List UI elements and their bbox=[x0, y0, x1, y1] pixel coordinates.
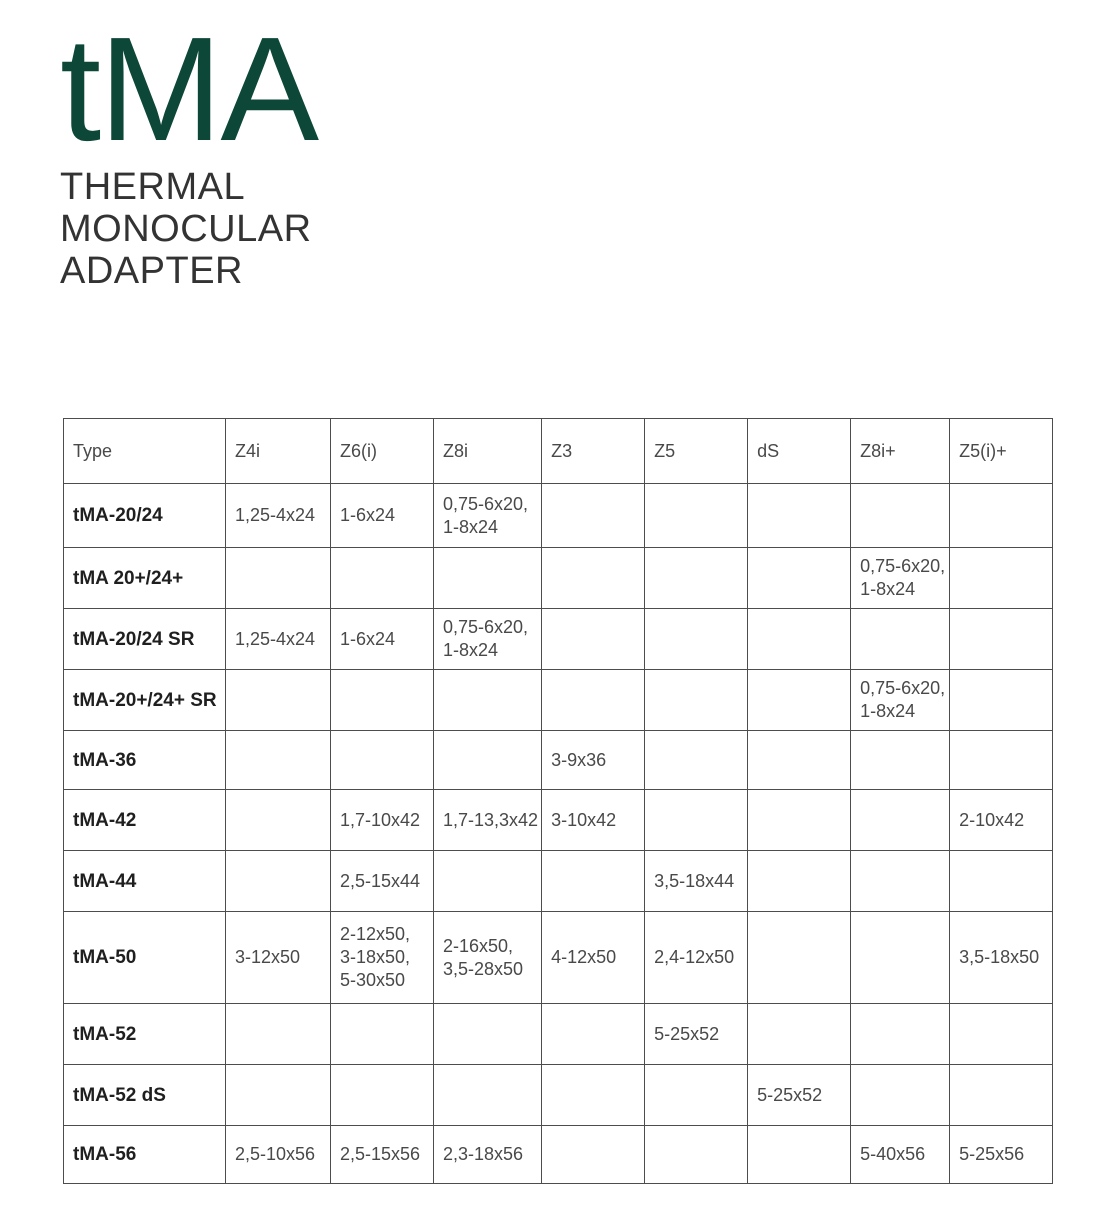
table-cell bbox=[645, 731, 748, 790]
column-header: dS bbox=[748, 419, 851, 484]
table-cell bbox=[748, 1065, 851, 1126]
table-row bbox=[64, 851, 1053, 912]
table-cell bbox=[434, 1065, 542, 1126]
table-cell bbox=[645, 548, 748, 609]
cell-value: 5-40x56 bbox=[860, 1144, 926, 1164]
logo-block bbox=[60, 7, 318, 292]
brand-logo: tMA bbox=[60, 7, 318, 172]
row-label: tMA-36 bbox=[64, 731, 226, 790]
table-cell bbox=[645, 670, 748, 731]
table-cell bbox=[331, 851, 434, 912]
cell-value: 2-10x42 bbox=[959, 809, 1025, 830]
cell-value: 1,25-4x24 bbox=[235, 505, 316, 525]
table-cell bbox=[226, 548, 331, 609]
table-cell bbox=[950, 731, 1053, 790]
table-cell bbox=[542, 851, 645, 912]
cell-value: 3-10x42 bbox=[551, 809, 617, 830]
column-header: Type bbox=[64, 419, 226, 484]
subtitle-line: THERMAL bbox=[60, 166, 246, 208]
cell-value: 5-25x52 bbox=[757, 1084, 823, 1105]
subtitle-line: MONOCULAR bbox=[60, 208, 312, 250]
table-cell bbox=[226, 484, 331, 548]
table-cell bbox=[434, 851, 542, 912]
cell-value: 3-18x50, bbox=[340, 947, 411, 967]
table-row bbox=[64, 1004, 1053, 1065]
table-cell bbox=[950, 484, 1053, 548]
table-cell bbox=[645, 851, 748, 912]
cell-value: 2-12x50, bbox=[340, 924, 411, 944]
cell-value: 1-8x24 bbox=[443, 516, 499, 537]
table-row bbox=[64, 912, 1053, 1004]
adapter-compatibility-table bbox=[63, 418, 1053, 1184]
table-row bbox=[64, 790, 1053, 851]
table-body bbox=[64, 484, 1053, 1184]
table-cell bbox=[748, 548, 851, 609]
cell-value: 2,5-15x56 bbox=[340, 1144, 421, 1164]
table-cell bbox=[542, 731, 645, 790]
cell-value: 3-12x50 bbox=[235, 947, 301, 967]
table-cell bbox=[950, 548, 1053, 609]
header-row bbox=[64, 419, 1053, 484]
subtitle-line: ADAPTER bbox=[60, 250, 243, 292]
table-cell bbox=[331, 484, 434, 548]
table-cell bbox=[645, 484, 748, 548]
table-cell bbox=[226, 912, 331, 1004]
cell-value: 2,3-18x56 bbox=[443, 1144, 524, 1164]
table-cell bbox=[226, 790, 331, 851]
table-cell bbox=[645, 1126, 748, 1184]
table-cell bbox=[851, 731, 950, 790]
row-label: tMA-50 bbox=[64, 912, 226, 1004]
row-label: tMA 20+/24+ bbox=[64, 548, 226, 609]
cell-value: 1-6x24 bbox=[340, 628, 396, 649]
column-header: Z6(i) bbox=[331, 419, 434, 484]
table-cell bbox=[748, 731, 851, 790]
cell-value: 0,75-6x20, bbox=[860, 556, 946, 576]
row-label: tMA-52 bbox=[64, 1004, 226, 1065]
cell-value: 3-9x36 bbox=[551, 749, 607, 770]
table-cell bbox=[851, 484, 950, 548]
table-cell bbox=[748, 484, 851, 548]
table-cell bbox=[645, 912, 748, 1004]
table-cell bbox=[851, 670, 950, 731]
table-cell bbox=[542, 912, 645, 1004]
table-row bbox=[64, 484, 1053, 548]
column-header: Z8i bbox=[434, 419, 542, 484]
cell-value: 1-6x24 bbox=[340, 505, 396, 525]
table-cell bbox=[950, 1126, 1053, 1184]
table-cell bbox=[950, 670, 1053, 731]
table-cell bbox=[434, 609, 542, 670]
table-cell bbox=[434, 1126, 542, 1184]
cell-value: 3,5-18x50 bbox=[959, 947, 1040, 967]
table-cell bbox=[542, 1004, 645, 1065]
table-cell bbox=[542, 670, 645, 731]
cell-value: 2-16x50, bbox=[443, 935, 514, 956]
table-cell bbox=[331, 1126, 434, 1184]
table-cell bbox=[434, 912, 542, 1004]
table-cell bbox=[434, 670, 542, 731]
cell-value: 3,5-28x50 bbox=[443, 958, 524, 979]
column-header: Z8i+ bbox=[851, 419, 950, 484]
row-label: tMA-42 bbox=[64, 790, 226, 851]
row-label: tMA-20/24 SR bbox=[64, 609, 226, 670]
column-header: Z3 bbox=[542, 419, 645, 484]
row-label: tMA-20/24 bbox=[64, 484, 226, 548]
table-cell bbox=[851, 790, 950, 851]
table-cell bbox=[851, 912, 950, 1004]
table-cell bbox=[542, 1065, 645, 1126]
table-cell bbox=[226, 851, 331, 912]
table-row bbox=[64, 548, 1053, 609]
table-cell bbox=[851, 609, 950, 670]
table-cell bbox=[748, 912, 851, 1004]
table-cell bbox=[226, 731, 331, 790]
table-cell bbox=[851, 1065, 950, 1126]
cell-value: 1,25-4x24 bbox=[235, 628, 316, 649]
column-header: Z5(i)+ bbox=[950, 419, 1053, 484]
table-cell bbox=[950, 1065, 1053, 1126]
table-cell bbox=[950, 912, 1053, 1004]
table-cell bbox=[645, 1065, 748, 1126]
table-cell bbox=[748, 790, 851, 851]
table-cell bbox=[851, 851, 950, 912]
column-header: Z5 bbox=[645, 419, 748, 484]
table-row bbox=[64, 1126, 1053, 1184]
table-cell bbox=[331, 1004, 434, 1065]
table-cell bbox=[950, 790, 1053, 851]
table-cell bbox=[434, 731, 542, 790]
cell-value: 1-8x24 bbox=[860, 701, 916, 721]
cell-value: 0,75-6x20, bbox=[860, 678, 946, 698]
table-cell bbox=[331, 790, 434, 851]
table-cell bbox=[434, 484, 542, 548]
table-cell bbox=[331, 1065, 434, 1126]
table-cell bbox=[748, 609, 851, 670]
cell-value: 3,5-18x44 bbox=[654, 870, 735, 891]
table-cell bbox=[542, 1126, 645, 1184]
cell-value: 0,75-6x20, bbox=[443, 493, 529, 514]
cell-value: 4-12x50 bbox=[551, 947, 617, 967]
cell-value: 2,5-15x44 bbox=[340, 870, 421, 891]
cell-value: 5-25x56 bbox=[959, 1144, 1025, 1164]
table-cell bbox=[748, 1126, 851, 1184]
row-label: tMA-20+/24+ SR bbox=[64, 670, 226, 731]
cell-value: 2,4-12x50 bbox=[654, 947, 735, 967]
table-cell bbox=[950, 851, 1053, 912]
cell-value: 5-30x50 bbox=[340, 970, 406, 990]
table-cell bbox=[645, 609, 748, 670]
logo-subtitle bbox=[60, 166, 317, 292]
row-label: tMA-52 dS bbox=[64, 1065, 226, 1126]
cell-value: 5-25x52 bbox=[654, 1023, 720, 1044]
table-row bbox=[64, 609, 1053, 670]
table-cell bbox=[226, 670, 331, 731]
table-cell bbox=[434, 790, 542, 851]
row-label: tMA-44 bbox=[64, 851, 226, 912]
table-cell bbox=[331, 731, 434, 790]
table-cell bbox=[542, 790, 645, 851]
table-cell bbox=[331, 912, 434, 1004]
table-cell bbox=[851, 1004, 950, 1065]
column-header: Z4i bbox=[226, 419, 331, 484]
cell-value: 2,5-10x56 bbox=[235, 1144, 316, 1164]
table-row bbox=[64, 670, 1053, 731]
table-row bbox=[64, 1065, 1053, 1126]
cell-value: 1-8x24 bbox=[860, 579, 916, 599]
table-cell bbox=[950, 609, 1053, 670]
table-cell bbox=[226, 1004, 331, 1065]
table-cell bbox=[748, 1004, 851, 1065]
table-cell bbox=[950, 1004, 1053, 1065]
cell-value: 1,7-10x42 bbox=[340, 809, 421, 830]
table-cell bbox=[542, 548, 645, 609]
table-cell bbox=[542, 609, 645, 670]
table-cell bbox=[331, 548, 434, 609]
table-cell bbox=[542, 484, 645, 548]
table-cell bbox=[434, 548, 542, 609]
table-cell bbox=[226, 609, 331, 670]
table-row bbox=[64, 731, 1053, 790]
row-label: tMA-56 bbox=[64, 1126, 226, 1184]
table-cell bbox=[851, 1126, 950, 1184]
table-header bbox=[64, 419, 1053, 484]
table-cell bbox=[331, 670, 434, 731]
table-cell bbox=[226, 1065, 331, 1126]
table-cell bbox=[331, 609, 434, 670]
cell-value: 0,75-6x20, bbox=[443, 617, 529, 637]
table-cell bbox=[645, 1004, 748, 1065]
table-cell bbox=[226, 1126, 331, 1184]
cell-value: 1,7-13,3x42 bbox=[443, 809, 539, 830]
table-cell bbox=[434, 1004, 542, 1065]
table-cell bbox=[748, 670, 851, 731]
table-cell bbox=[748, 851, 851, 912]
cell-value: 1-8x24 bbox=[443, 640, 499, 660]
table-cell bbox=[645, 790, 748, 851]
table-cell bbox=[851, 548, 950, 609]
